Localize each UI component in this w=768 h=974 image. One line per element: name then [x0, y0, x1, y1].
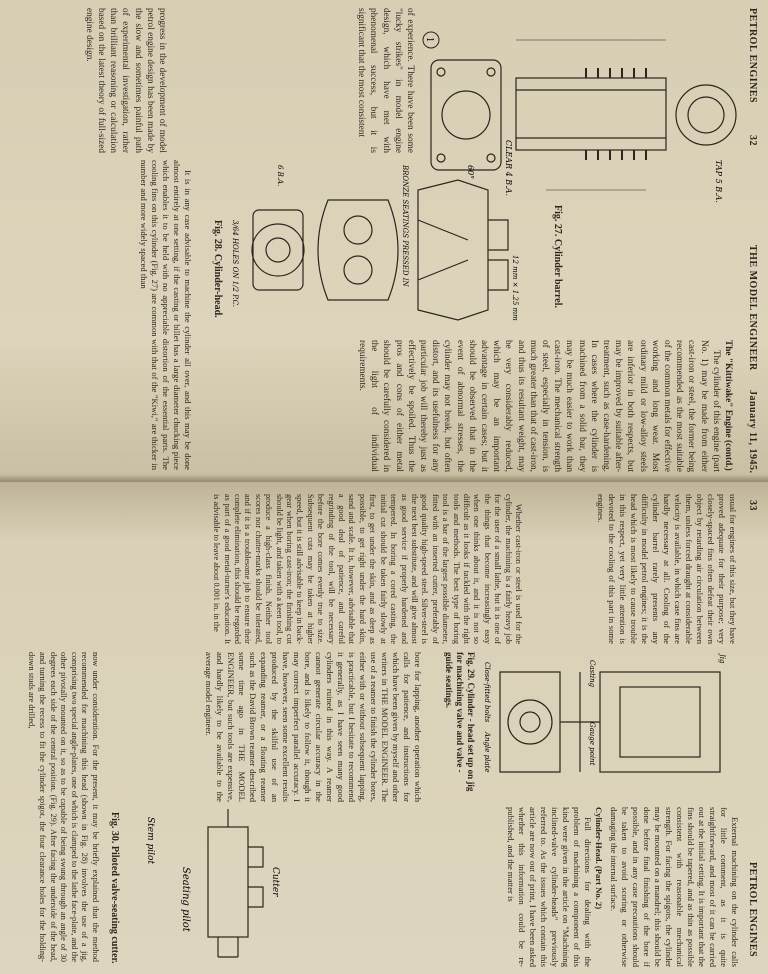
- right-continuation-paragraph-2: Whether cast-iron or steel is used for the cylinder, the machining is a fairly heavy job for the user of a small lathe, but it is one of the things that become increasingly easy when one thinks about it, and it is not so difficult as it looks if tackled with the right tools and methods. The best type of boring tool is a bar of the largest possible diameter, fitted with an inserted cutter, preferably of good quality high-speed steel. Silver-steel is the next best substitute, and will give almost as good service if properly hardened and tempered. In boring a cored casting, the initial cut should be taken fairly slowly at first, to get under the skin, and as deep as possible, to get right under the hard skin, sand and scale. It is, however, advisable that a good deal of patience, and careful regrinding of the tool, will be necessary before the bore comes evenly true to size. Subsequent cuts may be taken at higher speed, but it is still advisable to keep in back-gear when boring cast-iron; the finishing cut should be light, and taken with a keen tool, to produce a high-class finish. Neither tool scores nor chatter-marks should be tolerated, and if it is a troublesome job to ensure their complete elimination, this should be regarded as part of a good metal-turner's education. It is advisable to leave about 0.001 in. in the: [212, 494, 523, 644]
- left-col2-paragraph-1: The cylinder of this engine (part No. 1) may be made from either cast-iron or steel, the former being recommended as the most suitable of the common metals for effective working and long wear. Most ordinary mild or low-alloy steels are inferior in both respects, but may be improved by suitable after-treatment, such as case-hardening. In cases where the cylinder is machined from a solid bar, they may be much easier to work than cast-iron. The mechanical strength of steel, especially in tension, is much greater than that of cast-iron, and thus its resultant weight, may be very considerably reduced, which may be an important advantage in certain cases; but it should be observed that in the event of abnormal stresses, the cylinder may not break, but often distort, and its usefulness for any particular job will thereby just as effectively be spoiled. Thus the pros and cons of either metal should be carefully considered in the light of individual requirements.: [356, 340, 721, 472]
- left-col1-paragraph: progress in the development of model petrol engine design has been made by the slow and sometimes painful path of experimental investigation, rather than brilliant reasoning or calculation based on the latest theory of full-sized engine design.: [83, 8, 167, 153]
- fig30-cutter-label: Cutter: [270, 867, 280, 897]
- right-col-continuation: [595, 494, 738, 644]
- right-col1-paragraph-2: External machining on the cylinder calls for little comment, as it is quite straightforward, and most of it can be carried out at the initial setting. It is important that the fins should be tapered, and as thin as possible consistent with reasonable mechanical strength. For facing the spigots, the cylinder may be mounted on a mandrel; this should be done before final finishing of the bore if possible, and in any case precautions should be taken to avoid scoring or otherwise damaging the internal surface.: [609, 807, 740, 967]
- right-col1-paragraph-1: bore for lapping, another operation which calls for patience, and instructions for which have been given by myself and other writers in THE MODEL ENGINEER. The use of a reamer to finish the cylinder bores, either with or without subsequent lapping, is practicable, but I hesitate to recommend it generally, as I have seen many good cylinders ruined in this way. A reamer cannot generate circular accuracy in the bore, and is likely to follow it, though it may correct imperfect parallel accuracy. I have, however, seen some excellent results produced by the skilful use of an expanding reamer, or a floating reamer such as the David Brown reamer described some time ago in THE MODEL ENGINEER, but such tools are expensive, and hardly likely to be available to the average model engineer.: [204, 652, 423, 802]
- fig30-caption: Fig. 30. Piloted valve-seating cutter.: [109, 812, 120, 964]
- left-col2: [356, 340, 738, 472]
- left-running-header: PETROL ENGINES: [747, 8, 758, 104]
- fig28-bronze-label: BRONZE SEATINGS PRESSED IN: [401, 165, 409, 287]
- fig29-angle-label: Angle plate: [483, 732, 491, 773]
- left-page-number: 32: [747, 135, 758, 146]
- fig29-caption: Fig. 29. Cylinder - head set up on jig for machining valve and valve - guide seatings.: [444, 652, 476, 792]
- left-col2-paragraph-2: It is in any case advisable to machine the cylinder all over, and this may be done almost entirely at one setting, if the casting or billet has a large diameter chucking piece which enables it to be held with no appreciable distortion of the essential parts. The cooling fins on this cylinder (Fig. 27) are common with that of the "Kiwi," are thicker in number and more widely spaced than: [139, 160, 193, 470]
- fig30-stem-label: Stem pilot: [145, 817, 155, 865]
- fig28-caption: Fig. 28. Cylinder-head.: [212, 220, 223, 318]
- magazine-title: THE MODEL ENGINEER: [747, 245, 758, 371]
- fig27-clear-label: CLEAR 4 B.A.: [504, 140, 513, 196]
- fig27-tap-label: TAP 5 B.A.: [714, 160, 723, 203]
- right-col1-paragraph-3: Full directions for dealing with the problem of machining a component of this kind were given in the article on "Machining inclined-valve cylinder-heads" previously referred to. As the issues which contain this article are now out of print, I have been asked whether this information could be re-published, and the matter is: [506, 807, 593, 967]
- left-col2-continued: [138, 160, 193, 470]
- fig30-seating-label: Seating pilot: [180, 867, 191, 932]
- fig30-valve-cutter-drawing: [123, 807, 298, 967]
- fig28-holes-label: 3/64 HOLES ON 1/2 P.C.: [231, 220, 239, 307]
- fig28-ba-label: 6 B.A.: [276, 165, 284, 187]
- right-col1: [203, 652, 423, 802]
- right-col2: [26, 652, 100, 962]
- fig29-jig-setup-drawing: [480, 652, 740, 792]
- fig29-gauge-label: Gauge point: [588, 722, 596, 766]
- issue-date: January 11, 1945.: [747, 390, 758, 474]
- kittiwake-heading: The "Kittiwake" Engine (contd.): [723, 340, 733, 471]
- right-running-header: PETROL ENGINES: [747, 862, 758, 958]
- left-col1b-paragraph: of experience. There have been some "lucky strikes" in model engine design, which have met with phenomenal success, but it is significant that the most consistent: [356, 8, 415, 153]
- right-page-number: 33: [747, 500, 758, 511]
- right-col-continuation-2: [211, 494, 523, 644]
- left-col1-text: [355, 8, 416, 153]
- left-col1-bottom: [83, 8, 168, 153]
- left-page: [0, 0, 768, 482]
- fig28-cylinder-head-drawing: [228, 160, 528, 340]
- fig28-angle-label: 60°: [466, 165, 475, 180]
- right-page: [0, 482, 768, 974]
- right-continuation-paragraph: usual for engines of this size, but they have proved adequate for their purpose; very closely-spaced fins often defeat their own object by retarding air circulation between them, unless forced draught at considerable velocity is available, in which case fins are hardly necessary at all. Cooling of the cylinder barrel rarely presents any difficulty in model petrol engines; it is the head which is most likely to cause trouble in this respect, yet very little attention is devoted to the cooling of this part in some engines.: [596, 494, 738, 644]
- fig27-part-number: 1: [424, 37, 435, 42]
- fig28-thread-label: 12 mm × 1.25 mm: [511, 255, 519, 321]
- fig27-caption: Fig. 27. Cylinder barrel.: [552, 205, 563, 308]
- cylinder-head-heading: Cylinder-Head. (Part No. 2): [594, 807, 604, 910]
- fig29-bolts-label: Close-fitted bolts: [483, 662, 491, 723]
- fig29-casting-label: Casting: [588, 660, 596, 688]
- right-col1-b: [505, 807, 740, 967]
- right-col2-paragraph: now under consideration. For the present, it may be briefly explained that the method recommended for machining this head (shown in Fig. 28) involves the use of a jig, comprising two special angle-plates, one of which is clamped to the lathe face-plate, and the other pivotally mounted on it, so as to be capable of being swung through an angle of 30 degrees each side of the central position. (Fig. 29). After facing the underside of the head, and turning the recess to fit the cylinder spigot, the four clearance holes for the holding-down studs are drilled,: [27, 652, 100, 962]
- fig29-jig-label: Jig: [718, 654, 726, 664]
